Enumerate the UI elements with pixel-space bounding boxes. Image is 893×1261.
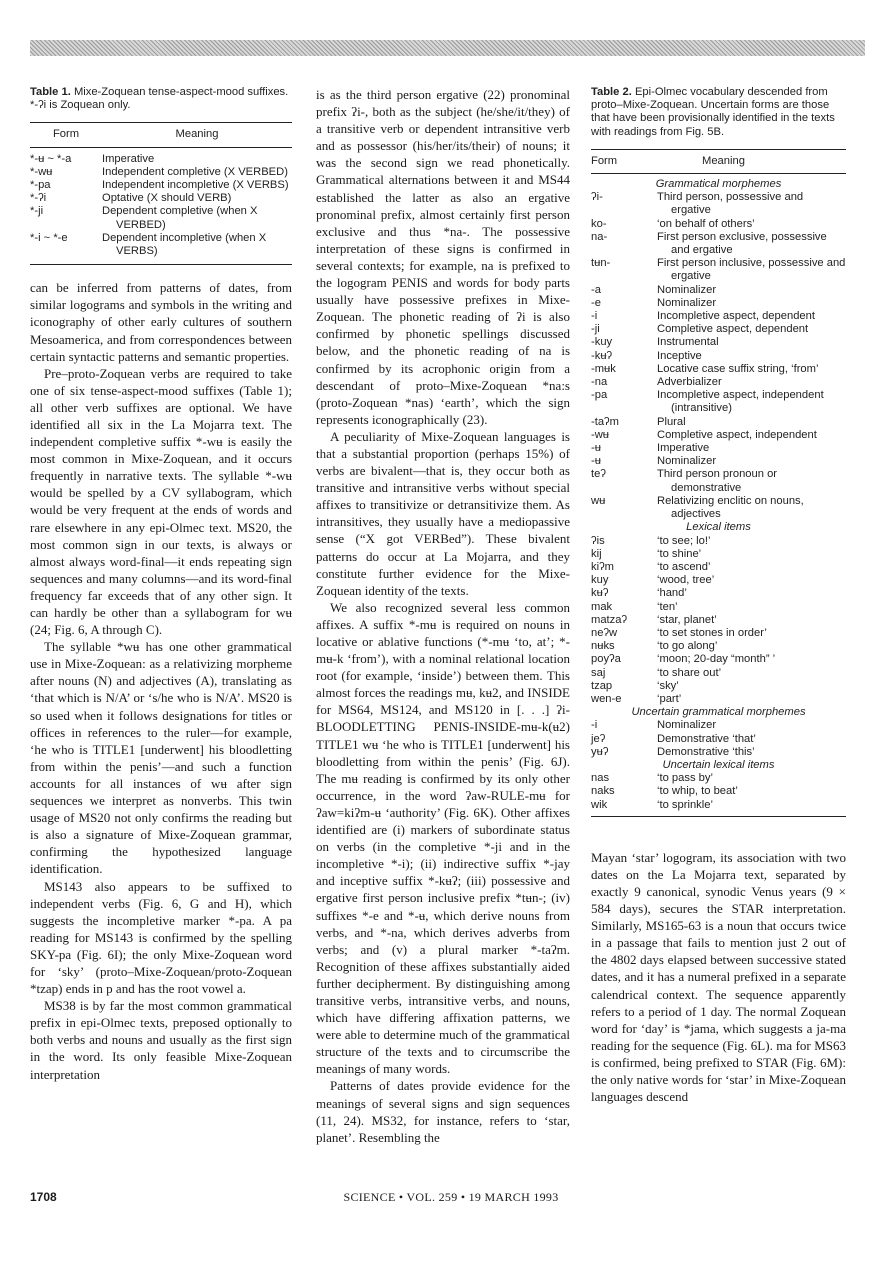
meaning-cell: ‘to pass by’ — [657, 772, 713, 785]
meaning-cell: First person inclusive, possessive and ergative — [657, 257, 846, 283]
meaning-cell: ‘wood, tree’ — [657, 574, 715, 587]
table-row — [30, 153, 292, 166]
table-row — [591, 746, 846, 759]
form-cell: ʔis — [591, 534, 605, 547]
table-row — [591, 284, 846, 297]
meaning-cell: Relativizing enclitic on nouns, adjectives — [657, 494, 804, 521]
meaning-cell: ‘to whip, to beat’ — [657, 785, 738, 798]
column-1 — [30, 86, 292, 1083]
meaning-cell: Demonstrative ‘that’ — [657, 732, 756, 745]
paragraph: MS143 also appears to be suffixed to independent verbs (Fig. 6, G and H), which suggests the incompletive marker *-pa. A pa reading for MS143 is confirmed by the spelling SKY-pa (Fig. 6I); the only Mixe-Zoquean word for ‘sky’ (proto–Mixe-Zoquean/proto-Zoquean *tzap) ends in p and has the root vowel a. — [30, 878, 292, 997]
form-cell: kʉʔ — [591, 587, 609, 600]
column-header-form: Form — [591, 154, 618, 167]
table-2 — [591, 86, 846, 817]
form-cell: ko- — [591, 217, 607, 230]
table-row — [591, 416, 846, 429]
section-heading: Uncertain lexical items — [662, 758, 775, 771]
table-row — [591, 614, 846, 627]
page-number: 1708 — [30, 1190, 57, 1204]
table-row — [591, 772, 846, 785]
form-cell: *-ʉ ~ *-a — [30, 152, 72, 165]
meaning-cell: Plural — [657, 415, 686, 428]
form-cell: -taʔm — [591, 415, 619, 428]
table-row — [591, 640, 846, 653]
meaning-cell: Third person, possessive and ergative — [657, 191, 804, 217]
table-row — [591, 350, 846, 363]
column-1-body-text — [30, 279, 292, 1082]
meaning-cell: ‘hand’ — [657, 587, 687, 600]
meaning-cell: Imperative — [657, 442, 710, 455]
form-cell: *-pa — [30, 179, 51, 192]
table-1-caption-text: Mixe-Zoquean tense-aspect-mood suffixes. *-ʔi is Zoquean only. — [30, 86, 289, 112]
table-row — [591, 719, 846, 732]
form-cell: wik — [591, 798, 608, 811]
table-row — [591, 733, 846, 746]
section-heading: Lexical items — [686, 521, 751, 534]
table-2-body — [591, 178, 846, 812]
table-row — [591, 587, 846, 600]
paragraph: A peculiarity of Mixe-Zoquean languages is that a substantial proportion (perhaps 15%) of verbs are bivalent—that is, they occur both as transitive and intransitive verbs without special affixes to transitivize or detransitivize them. As intransitives, they usually have a mediopassive sense (“X got VERBed”). These bivalent patterns do occur at La Mojarra, and they constitute further evidence for the Mixe-Zoquean identity of the texts. — [316, 428, 570, 598]
form-cell: wen-e — [591, 692, 622, 705]
meaning-cell: ‘sky’ — [657, 679, 679, 692]
table-row — [30, 205, 292, 231]
meaning-cell: ‘to share out’ — [657, 666, 722, 679]
table-row — [591, 548, 846, 561]
meaning-cell: Independent incompletive (X VERBS) — [102, 179, 289, 192]
section-heading: Uncertain grammatical morphemes — [631, 706, 806, 719]
form-cell: *-i ~ *-e — [30, 231, 68, 244]
meaning-cell: ‘to shine’ — [657, 547, 702, 560]
meaning-cell: Completive aspect, dependent — [657, 323, 809, 336]
table-2-caption — [591, 86, 846, 139]
meaning-cell: ‘to sprinkle’ — [657, 798, 713, 811]
table-1 — [30, 86, 292, 265]
meaning-cell: Incompletive aspect, dependent — [657, 310, 815, 323]
form-cell: nʉks — [591, 640, 615, 653]
paragraph: The syllable *wʉ has one other grammatical use in Mixe-Zoquean: as a relativizing morpheme after nouns (N) and adjectives (A), translating as ‘that which is N/A’ or ‘s/he who is N/A’. MS20 is so used when it follows designations for titles or offices in references to the ruler—for example, ‘he who is TITLE1 [underwent] his bloodletting from within the penis’—and such a function accounts for all instances of wʉ after sign sequences we interpret as nonverbs. This twin usage of MS20 not only confirms the reading but is also a signature of Mixe-Zoquean grammar, confirming the hypothesized language identification. — [30, 639, 292, 877]
form-cell: -na — [591, 376, 608, 389]
form-cell: naks — [591, 785, 615, 798]
paragraph: Pre–proto-Zoquean verbs are required to take one of six tense-aspect-mood suffixes (Table 1); all other verb suffixes are optional. We have identified all six in the La Mojarra text. The independent completive suffix *-wʉ is easily the most common in Mixe-Zoquean, and it occurs frequently in narrative texts. The syllable *-wʉ would be spelled by a CV syllabogram, which would be very frequent at the ends of words and rare elsewhere in any epi-Olmec text. MS20, the most common sign in our texts, is always or almost always word-final—it ends repeating sign sequences and many columns—and its word-final frequency far exceeds that of any other sign. It can hardly be other than a syllabogram for wʉ (24; Fig. 6, A through C). — [30, 365, 292, 638]
form-cell: poyʔa — [591, 653, 621, 666]
table-2-label: Table 2. — [591, 86, 632, 98]
column-header-meaning: Meaning — [175, 128, 219, 141]
meaning-cell: Nominalizer — [657, 296, 717, 309]
meaning-cell: Optative (X should VERB) — [102, 192, 232, 205]
paragraph: Patterns of dates provide evidence for the meanings of several signs and sign sequences (11, 24). MS32, for instance, refers to ‘star, planet’. Resembling the — [316, 1078, 570, 1145]
form-cell: kiʔm — [591, 560, 614, 573]
meaning-cell: Demonstrative ‘this’ — [657, 745, 755, 758]
table-row — [591, 535, 846, 548]
table-row — [591, 310, 846, 323]
column-header-form: Form — [52, 128, 80, 141]
meaning-cell: Adverbializer — [657, 376, 722, 389]
form-cell: ʔi- — [591, 191, 603, 204]
table-row — [591, 455, 846, 468]
table-row — [591, 363, 846, 376]
table-row — [591, 218, 846, 231]
form-cell: -mʉk — [591, 362, 616, 375]
column-3 — [591, 86, 846, 1105]
form-cell: mak — [591, 600, 613, 613]
form-cell: kuy — [591, 574, 609, 587]
form-cell: na- — [591, 230, 608, 243]
table-row — [591, 680, 846, 693]
table-row — [591, 799, 846, 812]
meaning-cell: ‘to go along’ — [657, 640, 718, 653]
table-row — [591, 667, 846, 680]
table-row — [30, 232, 292, 258]
table-row — [591, 693, 846, 706]
header-pattern-bar — [30, 40, 865, 56]
table-row — [591, 442, 846, 455]
form-cell: -ji — [591, 323, 600, 336]
meaning-cell: First person exclusive, possessive and ergative — [657, 230, 827, 257]
table-row — [591, 561, 846, 574]
table-row — [591, 323, 846, 336]
form-cell: nas — [591, 772, 610, 785]
table-row — [30, 166, 292, 179]
form-cell: kij — [591, 547, 602, 560]
meaning-cell: Nominalizer — [657, 283, 717, 296]
meaning-cell: Locative case suffix string, ‘from’ — [657, 362, 819, 375]
table-row — [591, 495, 846, 521]
meaning-cell: Nominalizer — [657, 719, 717, 732]
paragraph: Mayan ‘star’ logogram, its association with two dates on the La Mojarra text, separated by exactly 9 canonical, synodic Venus years (9 × 584 days), secures the STAR interpretation. Similarly, MS165-63 is a noun that occurs twice in a passage that fails to mention just 2 out of the 4802 days elapsed between successive stated dates, and it has a numeral prefixed in a separate calendrical context. The sequence apparently refers to a period of 1 day. The normal Zoquean word for ‘day’ is *jama, which suggests a ja-ma reading for the sequence (Fig. 6L). ma for MS63 is confirmed, being prefixed to STAR (Fig. 6M): the only native words for ‘star’ in Mixe-Zoquean languages descend — [591, 849, 846, 1105]
meaning-cell: Dependent incompletive (when X VERBS) — [102, 231, 267, 258]
form-cell: tʉn- — [591, 257, 611, 270]
table-row — [591, 601, 846, 614]
table-row — [591, 376, 846, 389]
table-row — [591, 336, 846, 349]
table-1-label: Table 1. — [30, 86, 71, 98]
form-cell: yʉʔ — [591, 745, 609, 758]
column-2 — [316, 86, 570, 1146]
meaning-cell: Incompletive aspect, independent (intransitive) — [657, 389, 824, 415]
table-row — [591, 231, 846, 257]
table-row — [591, 468, 846, 494]
section-heading: Grammatical morphemes — [655, 178, 782, 191]
table-row — [591, 429, 846, 442]
meaning-cell: ‘to ascend’ — [657, 560, 711, 573]
meaning-cell: ‘moon; 20-day “month” ’ — [657, 653, 776, 666]
table-row — [591, 627, 846, 640]
meaning-cell: Imperative — [102, 152, 155, 165]
paragraph: can be inferred from patterns of dates, from similar logograms and symbols in the writing and iconography of other early cultures of southern Mesoamerica, and from correspondences between certain syntactic patterns and semantic properties. — [30, 280, 292, 364]
form-cell: teʔ — [591, 468, 606, 481]
table-row — [591, 389, 846, 415]
form-cell: -i — [591, 310, 598, 323]
table-2-header — [591, 150, 846, 173]
paragraph: We also recognized several less common affixes. A suffix *-mʉ is required on nouns in locative or ablative functions (*-mʉ ‘to, at’; *-mʉ-k ‘from’), with a nominal relational location root (for example, ‘inside’) between them. This almost forces the readings mʉ, kʉ2, and INSIDE for MS64, MS124, and MS120 in [. . .] ʔi-BLOODLETTING PENIS-INSIDE-mʉ-k(ʉ2) TITLE1 wʉ ‘he who is TITLE1 [underwent] his bloodletting from within the penis’ (Fig. 6J). The mʉ reading is confirmed by its only other occurrence, in the word ʔaw-RULE-mʉ for ʔaw=kiʔm-ʉ ‘authority’ (Fig. 6K). Other affixes identified are (i) markers of subordinate status on verbs (in the completive *-ji and in the incompletive *-i); (ii) indirective suffix *-jay and inceptive suffix *-kʉʔ; (iii) possessive and ergative first person inclusive prefix *tʉn-; (iv) suffixes *-e and *-ʉ, which derive nouns from verbs, and *-na, which derives adverbs from verbs; and (v) a plural marker *-taʔm. Recognition of these affixes substantially aided further decipherment. By distinguishing among transitive verbs, intransitive verbs, and nouns, which have differing affixation patterns, we were able to determine much of the grammatical structure of the texts and to circumscribe the meanings of many words. — [316, 599, 570, 1077]
column-header-meaning: Meaning — [702, 154, 745, 167]
form-cell: saj — [591, 666, 606, 679]
table-row — [591, 574, 846, 587]
paragraph: MS38 is by far the most common grammatical prefix in epi-Olmec texts, preposed optionally to both verbs and nouns and usually as the first sign in the word. Its only feasible Mixe-Zoquean interpretation — [30, 998, 292, 1082]
table-row — [591, 653, 846, 666]
form-cell: -kuy — [591, 336, 613, 349]
table-row — [591, 297, 846, 310]
form-cell: -a — [591, 283, 601, 296]
form-cell: -e — [591, 296, 601, 309]
form-cell: -pa — [591, 389, 608, 402]
form-cell: jeʔ — [591, 732, 606, 745]
table-1-header — [30, 123, 292, 146]
column-3-body-text — [591, 849, 846, 1105]
meaning-cell: ‘part’ — [657, 692, 682, 705]
paragraph: is as the third person ergative (22) pronominal prefix ʔi-, both as the subject (he/she/it/they) of a transitive verb or dependent intransitive verb and as possessor (his/her/its/their) of nouns; it was the second sign we read phonetically. Grammatical alternations between it and MS44 established the latter as also an ergative pronominal prefix, almost certainly first person exclusive and thus *na-. The possessive interpretation of these signs is confirmed in several contexts; for example, na is prefixed to the logogram PENIS and words for body parts usually have possessive prefixes in Mixe-Zoquean. The phonetic reading of ʔi is also confirmed by phonetic spellings discussed below, and the phonetic reading of na is confirmed by its acrophonic origin from a descendant of proto–Mixe-Zoquean *na:s (proto-Zoquean *nas) ‘earth’, which the sign represents iconographically (23). — [316, 87, 570, 427]
form-cell: *-ji — [30, 205, 44, 218]
table-row — [591, 257, 846, 283]
table-1-caption — [30, 86, 292, 112]
form-cell: -kʉʔ — [591, 349, 613, 362]
table-row — [30, 179, 292, 192]
form-cell: neʔw — [591, 626, 618, 639]
table-row — [30, 192, 292, 205]
meaning-cell: Completive aspect, independent — [657, 428, 817, 441]
meaning-cell: Instrumental — [657, 336, 719, 349]
meaning-cell: ‘star, planet’ — [657, 613, 717, 626]
form-cell: *-ʔi — [30, 192, 47, 205]
column-2-body-text — [316, 86, 570, 1146]
table-row — [591, 191, 846, 217]
form-cell: -wʉ — [591, 428, 610, 441]
meaning-cell: ‘to set stones in order’ — [657, 626, 767, 639]
meaning-cell: Independent completive (X VERBED) — [102, 165, 288, 178]
table-row — [591, 785, 846, 798]
meaning-cell: ‘ten’ — [657, 600, 678, 613]
meaning-cell: Nominalizer — [657, 455, 717, 468]
meaning-cell: Third person pronoun or demonstrative — [657, 468, 778, 494]
meaning-cell: Dependent completive (when X VERBED) — [102, 205, 258, 231]
form-cell: matzaʔ — [591, 613, 628, 626]
meaning-cell: ‘to see; lo!’ — [657, 534, 711, 547]
form-cell: -ʉ — [591, 442, 601, 455]
meaning-cell: ‘on behalf of others’ — [657, 217, 755, 230]
table-1-body — [30, 153, 292, 259]
journal-footer: SCIENCE • VOL. 259 • 19 MARCH 1993 — [343, 1190, 559, 1204]
form-cell: tzap — [591, 679, 613, 692]
form-cell: wʉ — [591, 494, 606, 507]
form-cell: *-wʉ — [30, 165, 53, 178]
form-cell: -i — [591, 719, 598, 732]
form-cell: -ʉ — [591, 455, 601, 468]
table-2-caption-text: Epi-Olmec vocabulary descended from proto–Mixe-Zoquean. Uncertain forms are those that have been provisionally identified in the texts with readings from Fig. 5B. — [591, 86, 835, 138]
meaning-cell: Inceptive — [657, 349, 702, 362]
